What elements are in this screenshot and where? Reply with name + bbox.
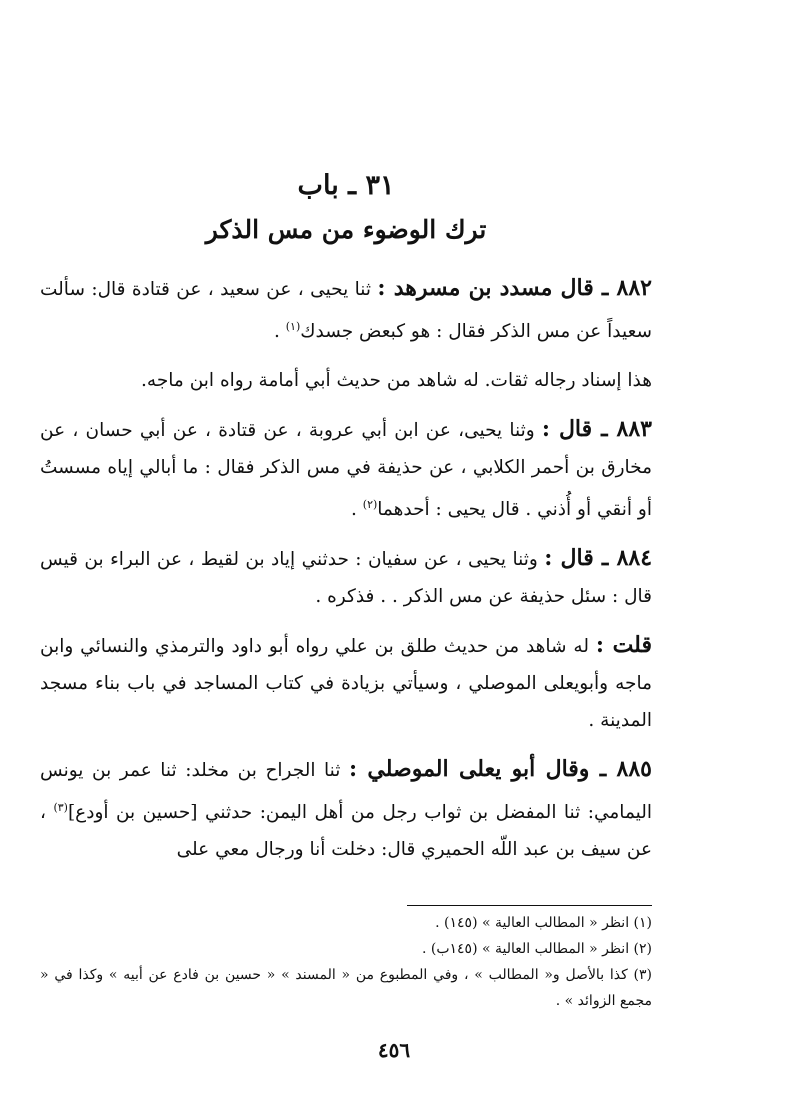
paragraph-text: ثنا الجراح بن مخلد: ثنا عمر بن يونس اليمامي: ثنا المفضل بن ثواب رجل من أهل اليمن: حدثني [حسين بن أودع] bbox=[40, 760, 652, 824]
footnote-ref: (٣) bbox=[53, 801, 68, 815]
footnote-1: (١) انظر « المطالب العالية » (١٤٥) . bbox=[435, 915, 652, 931]
footnote-ref: (١) bbox=[285, 320, 301, 333]
paragraph-text: ثنا يحيى ، عن سعيد ، عن قتادة قال: سألت سعيداً عن مس الذكر فقال : هو كبعض جسدك bbox=[40, 279, 652, 343]
paragraph bbox=[40, 627, 652, 739]
hadith-number: ٨٨٥ bbox=[616, 756, 652, 783]
page-number: ٤٥٦ bbox=[377, 1038, 411, 1062]
page-body bbox=[40, 168, 652, 880]
paragraph-text: له شاهد من حديث طلق بن علي رواه أبو داود والترمذي والنسائي وابن ماجه وأبويعلى الموصلي ، وسيأتي بزيادة في كتاب المساجد في باب بناء مسجد المدينة . bbox=[40, 636, 652, 732]
narrator-lead: قال : bbox=[544, 545, 594, 572]
narrator-lead: قلت : bbox=[595, 632, 652, 659]
paragraph: ٨٨٢ ـ قال مسدد بن مسرهد : ثنا يحيى ، عن سعيد ، عن قتادة قال: سألت سعيداً عن مس الذكر فقال : هو كبعض جسدك$^{(١)}$ . bbox=[40, 275, 652, 343]
paragraph-tail: . bbox=[351, 499, 363, 521]
paragraph-text: هذا إسناد رجاله ثقات. له شاهد من حديث أبي أمامة رواه ابن ماجه. bbox=[141, 370, 652, 392]
paragraph: ٨٨٤ ـ قال : وثنا يحيى ، عن سفيان : حدثني إياد بن لقيط ، عن البراء بن قيس قال : سئل حذيفة عن مس الذكر . . فذكره . bbox=[40, 545, 653, 608]
hadith-number: ٨٨٢ bbox=[616, 275, 652, 301]
narrator-lead: وقال أبو يعلى الموصلي : bbox=[348, 756, 590, 783]
paragraph: ٨٨٣ ـ قال : وثنا يحيى، عن ابن أبي عروبة ، عن قتادة ، عن أبي حسان ، عن مخارق بن أحمر الكلابي ، عن حذيفة في مس الذكر فقال : ما أبالي إياه مسستُ أو أنقي أو أُذني . قال يحيى : أحدهما$^{(٢)}$ . bbox=[40, 416, 652, 521]
hadith-number: ٨٨٣ bbox=[616, 416, 652, 443]
narrator-lead: قال : bbox=[541, 416, 593, 443]
footnotes bbox=[40, 905, 652, 1014]
chapter-heading: ٣١ ـ باب bbox=[297, 170, 395, 201]
footnote-2: (٢) انظر « المطالب العالية » (١٤٥ب) . bbox=[421, 941, 652, 957]
footnote-divider bbox=[407, 905, 652, 906]
hadith-number: ٨٨٤ bbox=[616, 545, 653, 572]
paragraph-text: وثنا يحيى، عن ابن أبي عروبة ، عن قتادة ، عن أبي حسان ، عن مخارق بن أحمر الكلابي ، عن حذيفة في مس الذكر فقال : ما أبالي إياه مسستُ أو أنقي أو أُذني . قال يحيى : أحدهما bbox=[40, 420, 652, 521]
narrator-lead: قال مسدد بن مسرهد : bbox=[377, 275, 594, 301]
paragraph-tail: ، عن سيف بن عبد اللّه الحميري قال: دخلت أنا ورجال معي على bbox=[40, 802, 652, 861]
paragraph-list bbox=[40, 270, 652, 868]
paragraph bbox=[40, 362, 652, 399]
chapter-number: ٣١ bbox=[365, 170, 395, 201]
chapter-title: ترك الوضوء من مس الذكر bbox=[205, 215, 487, 244]
footnote-3: (٣) كذا بالأصل و« المطالب » ، وفي المطبوع من « المسند » « حسين بن فادع عن أبيه » وكذا في « مجمع الزوائد » . bbox=[40, 967, 652, 1009]
paragraph-tail: . bbox=[273, 321, 286, 343]
paragraph: ٨٨٥ ـ وقال أبو يعلى الموصلي : ثنا الجراح بن مخلد: ثنا عمر بن يونس اليمامي: ثنا المفضل بن ثواب رجل من أهل اليمن: حدثني [حسين بن أودع]$^{(٣)}$ ، عن سيف بن عبد اللّه الحميري قال: دخلت أنا ورجال معي على bbox=[40, 756, 652, 861]
chapter-label: باب bbox=[297, 170, 339, 201]
footnote-ref: (٢) bbox=[362, 498, 378, 512]
paragraph-text: وثنا يحيى ، عن سفيان : حدثني إياد بن لقيط ، عن البراء بن قيس قال : سئل حذيفة عن مس الذكر . . فذكره . bbox=[40, 549, 652, 608]
